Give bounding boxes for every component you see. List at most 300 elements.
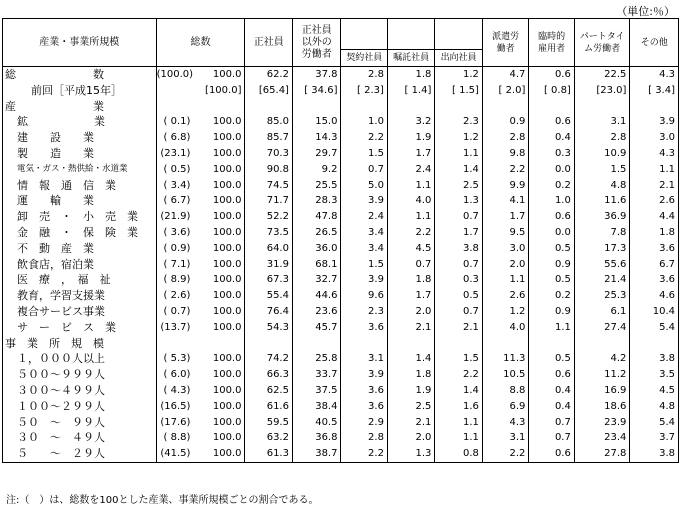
cell-part-time: 27.8 <box>574 446 630 462</box>
cell-non-regular: 26.5 <box>292 225 341 241</box>
cell-secondment: 0.7 <box>435 257 482 273</box>
row-label: 運 輸 業 <box>3 193 157 209</box>
cell-regular: 74.5 <box>245 178 292 194</box>
cell-dispatched: 9.8 <box>482 146 528 162</box>
cell-other: 10.4 <box>630 304 679 320</box>
header-contract: 契約社員 <box>341 50 387 67</box>
row-label: 卸 売 ・ 小 売 業 <box>3 209 157 225</box>
cell-secondment: 1.1 <box>435 415 482 431</box>
cell-total: 100.0 <box>190 241 245 257</box>
cell-total: 100.0 <box>190 257 245 273</box>
row-label: 情 報 通 信 業 <box>3 178 157 194</box>
cell-temporary: 0.7 <box>529 415 574 431</box>
cell-part-time: 22.5 <box>574 67 630 83</box>
cell-non-regular: 36.0 <box>292 241 341 257</box>
cell-temporary: 0.2 <box>529 178 574 194</box>
cell-total: 100.0 <box>190 193 245 209</box>
cell-regular: 70.3 <box>245 146 292 162</box>
cell-part-time: 3.1 <box>574 114 630 130</box>
cell-total: 100.0 <box>190 114 245 130</box>
cell-contract: 3.9 <box>341 193 387 209</box>
cell-non-regular <box>292 99 341 115</box>
cell-shokutaku: 2.0 <box>387 304 434 320</box>
cell-part-time: 18.6 <box>574 399 630 415</box>
cell-temporary: 0.3 <box>529 146 574 162</box>
cell-part-time: 17.3 <box>574 241 630 257</box>
cell-secondment: 2.1 <box>435 320 482 336</box>
cell-shokutaku: 1.8 <box>387 67 434 83</box>
cell-non-regular: 25.8 <box>292 351 341 367</box>
cell-contract: 3.1 <box>341 351 387 367</box>
row-label: ５００～９９９人 <box>3 367 157 383</box>
cell-share <box>156 336 190 352</box>
cell-other: 5.4 <box>630 320 679 336</box>
cell-dispatched: 0.9 <box>482 114 528 130</box>
cell-share: (23.1) <box>156 146 190 162</box>
cell-regular: 55.4 <box>245 288 292 304</box>
cell-dispatched: 8.8 <box>482 383 528 399</box>
row-label: ５ ～ ２９人 <box>3 446 157 462</box>
cell-part-time: 21.4 <box>574 272 630 288</box>
cell-part-time: 4.2 <box>574 351 630 367</box>
cell-other: 3.8 <box>630 351 679 367</box>
cell-secondment: 1.1 <box>435 430 482 446</box>
cell-regular: 73.5 <box>245 225 292 241</box>
cell-share <box>156 83 190 99</box>
cell-secondment: 1.5 <box>435 351 482 367</box>
cell-share: ( 0.9) <box>156 241 190 257</box>
cell-shokutaku: 2.2 <box>387 225 434 241</box>
cell-share: ( 3.6) <box>156 225 190 241</box>
cell-secondment: 0.7 <box>435 304 482 320</box>
row-label: 医 療 ， 福 祉 <box>3 272 157 288</box>
header-dispatched: 派遣労働者 <box>482 19 528 67</box>
cell-other: 3.6 <box>630 241 679 257</box>
cell-total: 100.0 <box>190 415 245 431</box>
cell-contract <box>341 336 387 352</box>
table-row <box>3 430 679 446</box>
cell-temporary: 1.1 <box>529 320 574 336</box>
cell-contract: 1.0 <box>341 114 387 130</box>
row-label: 複合サービス事業 <box>3 304 157 320</box>
cell-part-time: 23.4 <box>574 430 630 446</box>
cell-regular: 74.2 <box>245 351 292 367</box>
cell-temporary: 0.6 <box>529 114 574 130</box>
cell-shokutaku: 1.1 <box>387 178 434 194</box>
cell-dispatched: 4.1 <box>482 193 528 209</box>
cell-regular: 85.7 <box>245 130 292 146</box>
cell-dispatched: 2.2 <box>482 446 528 462</box>
table-row <box>3 146 679 162</box>
cell-temporary: 0.7 <box>529 430 574 446</box>
table-row <box>3 320 679 336</box>
cell-other: 3.0 <box>630 130 679 146</box>
cell-share: (13.7) <box>156 320 190 336</box>
cell-other: 1.1 <box>630 162 679 178</box>
header-temporary: 臨時的雇用者 <box>529 19 574 67</box>
cell-shokutaku: 2.1 <box>387 320 434 336</box>
row-label: 飲食店，宿泊業 <box>3 257 157 273</box>
cell-temporary: 0.0 <box>529 162 574 178</box>
cell-non-regular: 40.5 <box>292 415 341 431</box>
cell-non-regular: 9.2 <box>292 162 341 178</box>
cell-secondment <box>435 336 482 352</box>
cell-total: [100.0] <box>190 83 245 99</box>
cell-other: 3.5 <box>630 367 679 383</box>
cell-non-regular: 38.7 <box>292 446 341 462</box>
cell-dispatched <box>482 336 528 352</box>
cell-part-time: 11.2 <box>574 367 630 383</box>
cell-contract: 2.8 <box>341 67 387 83</box>
table-row <box>3 225 679 241</box>
cell-total: 100.0 <box>190 320 245 336</box>
table-row <box>3 288 679 304</box>
employment-table <box>2 18 679 463</box>
cell-temporary: 0.2 <box>529 288 574 304</box>
cell-non-regular: 47.8 <box>292 209 341 225</box>
cell-regular: 76.4 <box>245 304 292 320</box>
cell-shokutaku: [ 1.4] <box>387 83 434 99</box>
cell-other: 3.9 <box>630 114 679 130</box>
cell-temporary: 0.0 <box>529 225 574 241</box>
cell-secondment: [ 1.5] <box>435 83 482 99</box>
row-label: ５０ ～ ９９人 <box>3 415 157 431</box>
cell-other: 4.6 <box>630 288 679 304</box>
cell-other <box>630 99 679 115</box>
cell-dispatched: 4.7 <box>482 67 528 83</box>
row-label: 事 業 所 規 模 <box>3 336 157 352</box>
cell-temporary: 0.4 <box>529 383 574 399</box>
cell-temporary: 0.6 <box>529 446 574 462</box>
cell-shokutaku <box>387 99 434 115</box>
footnote: 注:（ ）は、総数を100とした産業、事業所規模ごとの割合である。 <box>6 495 319 506</box>
cell-temporary: 0.5 <box>529 241 574 257</box>
cell-contract: 2.2 <box>341 130 387 146</box>
cell-part-time: 1.5 <box>574 162 630 178</box>
cell-contract: 2.4 <box>341 209 387 225</box>
cell-total: 100.0 <box>190 146 245 162</box>
cell-share: ( 0.7) <box>156 304 190 320</box>
cell-dispatched: 1.1 <box>482 272 528 288</box>
cell-total <box>190 99 245 115</box>
cell-total: 100.0 <box>190 67 245 83</box>
row-label: 総 数 <box>3 67 157 83</box>
cell-part-time: 55.6 <box>574 257 630 273</box>
header-other: その他 <box>630 19 679 67</box>
cell-regular: 63.2 <box>245 430 292 446</box>
cell-contract <box>341 99 387 115</box>
cell-non-regular <box>292 336 341 352</box>
cell-secondment: 2.5 <box>435 178 482 194</box>
cell-other: 4.4 <box>630 209 679 225</box>
cell-total: 100.0 <box>190 272 245 288</box>
cell-total: 100.0 <box>190 430 245 446</box>
cell-other: 3.6 <box>630 272 679 288</box>
cell-share: ( 8.8) <box>156 430 190 446</box>
cell-non-regular: 45.7 <box>292 320 341 336</box>
cell-shokutaku: 2.0 <box>387 430 434 446</box>
cell-contract: 3.9 <box>341 367 387 383</box>
cell-secondment: 1.4 <box>435 383 482 399</box>
cell-non-regular: 15.0 <box>292 114 341 130</box>
cell-secondment: 1.6 <box>435 399 482 415</box>
cell-contract: 5.0 <box>341 178 387 194</box>
cell-shokutaku: 2.4 <box>387 162 434 178</box>
cell-shokutaku: 1.8 <box>387 272 434 288</box>
cell-non-regular: 32.7 <box>292 272 341 288</box>
cell-secondment: 0.7 <box>435 209 482 225</box>
row-label: 電気・ガス・熱供給・水道業 <box>3 162 157 178</box>
cell-dispatched: 10.5 <box>482 367 528 383</box>
table-row <box>3 99 679 115</box>
cell-non-regular: 37.8 <box>292 67 341 83</box>
cell-share <box>156 99 190 115</box>
cell-regular: 64.0 <box>245 241 292 257</box>
cell-regular: 66.3 <box>245 367 292 383</box>
cell-regular: 71.7 <box>245 193 292 209</box>
cell-share: ( 6.8) <box>156 130 190 146</box>
cell-contract: 3.4 <box>341 225 387 241</box>
cell-regular <box>245 99 292 115</box>
cell-regular: 62.2 <box>245 67 292 83</box>
cell-share: ( 5.3) <box>156 351 190 367</box>
cell-regular: 85.0 <box>245 114 292 130</box>
cell-dispatched: 6.9 <box>482 399 528 415</box>
table-row <box>3 209 679 225</box>
table-row <box>3 351 679 367</box>
cell-total: 100.0 <box>190 446 245 462</box>
cell-part-time: 16.9 <box>574 383 630 399</box>
cell-share: ( 0.1) <box>156 114 190 130</box>
cell-non-regular: 44.6 <box>292 288 341 304</box>
cell-dispatched: 1.7 <box>482 209 528 225</box>
cell-part-time: 27.4 <box>574 320 630 336</box>
cell-contract: [ 2.3] <box>341 83 387 99</box>
cell-other: 4.5 <box>630 383 679 399</box>
table-row <box>3 114 679 130</box>
cell-total: 100.0 <box>190 130 245 146</box>
row-label: １００～２９９人 <box>3 399 157 415</box>
cell-shokutaku: 2.1 <box>387 415 434 431</box>
cell-other: 4.8 <box>630 399 679 415</box>
header-part-time: パートタイム労働者 <box>574 19 630 67</box>
header-secondment: 出向社員 <box>435 50 482 67</box>
cell-non-regular: 25.5 <box>292 178 341 194</box>
cell-dispatched: 11.3 <box>482 351 528 367</box>
cell-share: ( 3.4) <box>156 178 190 194</box>
cell-shokutaku: 1.8 <box>387 367 434 383</box>
cell-regular: 62.5 <box>245 383 292 399</box>
table-row <box>3 399 679 415</box>
table-row <box>3 83 679 99</box>
cell-regular: 59.5 <box>245 415 292 431</box>
cell-contract: 2.9 <box>341 415 387 431</box>
table-row <box>3 193 679 209</box>
cell-share: (100.0) <box>156 67 190 83</box>
cell-part-time: 23.9 <box>574 415 630 431</box>
cell-non-regular: 38.4 <box>292 399 341 415</box>
cell-secondment: 0.3 <box>435 272 482 288</box>
cell-total: 100.0 <box>190 178 245 194</box>
cell-secondment: 1.1 <box>435 146 482 162</box>
cell-secondment: 0.5 <box>435 288 482 304</box>
cell-total: 100.0 <box>190 399 245 415</box>
cell-contract: 3.9 <box>341 272 387 288</box>
cell-share: ( 6.7) <box>156 193 190 209</box>
cell-share: ( 8.9) <box>156 272 190 288</box>
cell-contract: 2.2 <box>341 446 387 462</box>
cell-contract: 3.6 <box>341 383 387 399</box>
cell-temporary: 1.0 <box>529 193 574 209</box>
cell-temporary: 0.4 <box>529 399 574 415</box>
row-label: 産 業 <box>3 99 157 115</box>
cell-regular: 61.6 <box>245 399 292 415</box>
cell-part-time <box>574 99 630 115</box>
cell-shokutaku: 1.9 <box>387 130 434 146</box>
cell-regular: 90.8 <box>245 162 292 178</box>
cell-regular: [65.4] <box>245 83 292 99</box>
cell-secondment: 0.8 <box>435 446 482 462</box>
cell-share: ( 7.1) <box>156 257 190 273</box>
cell-share: (16.5) <box>156 399 190 415</box>
table-row <box>3 162 679 178</box>
cell-other: 1.8 <box>630 225 679 241</box>
cell-secondment: 1.4 <box>435 162 482 178</box>
cell-secondment: 2.2 <box>435 367 482 383</box>
cell-dispatched: 4.0 <box>482 320 528 336</box>
cell-dispatched: 3.0 <box>482 241 528 257</box>
cell-share: (41.5) <box>156 446 190 462</box>
cell-regular: 52.2 <box>245 209 292 225</box>
cell-shokutaku: 4.0 <box>387 193 434 209</box>
cell-dispatched: 2.2 <box>482 162 528 178</box>
cell-part-time: 4.8 <box>574 178 630 194</box>
cell-total: 100.0 <box>190 367 245 383</box>
cell-non-regular: [ 34.6] <box>292 83 341 99</box>
cell-other: [ 3.4] <box>630 83 679 99</box>
row-label: 金 融 ・ 保 険 業 <box>3 225 157 241</box>
cell-non-regular: 33.7 <box>292 367 341 383</box>
cell-contract: 2.3 <box>341 304 387 320</box>
cell-other: 4.3 <box>630 146 679 162</box>
table-row <box>3 178 679 194</box>
row-label: 前回［平成15年］ <box>3 83 157 99</box>
table-row <box>3 272 679 288</box>
cell-temporary: 0.6 <box>529 209 574 225</box>
table-row <box>3 336 679 352</box>
cell-part-time: [23.0] <box>574 83 630 99</box>
cell-contract: 2.8 <box>341 430 387 446</box>
table-row <box>3 257 679 273</box>
cell-dispatched: 2.8 <box>482 130 528 146</box>
cell-part-time: 25.3 <box>574 288 630 304</box>
cell-shokutaku: 0.7 <box>387 257 434 273</box>
table-row <box>3 130 679 146</box>
table-row <box>3 446 679 462</box>
cell-total: 100.0 <box>190 383 245 399</box>
table-row <box>3 67 679 83</box>
cell-total <box>190 336 245 352</box>
cell-share: ( 6.0) <box>156 367 190 383</box>
cell-regular: 61.3 <box>245 446 292 462</box>
cell-total: 100.0 <box>190 162 245 178</box>
cell-share: (17.6) <box>156 415 190 431</box>
row-label: 建 設 業 <box>3 130 157 146</box>
cell-dispatched: 2.6 <box>482 288 528 304</box>
cell-total: 100.0 <box>190 209 245 225</box>
cell-contract: 3.6 <box>341 320 387 336</box>
cell-contract: 1.5 <box>341 257 387 273</box>
cell-other: 3.8 <box>630 446 679 462</box>
cell-shokutaku: 2.5 <box>387 399 434 415</box>
cell-other: 6.7 <box>630 257 679 273</box>
cell-dispatched <box>482 99 528 115</box>
cell-temporary: 0.4 <box>529 130 574 146</box>
cell-shokutaku: 1.3 <box>387 446 434 462</box>
cell-part-time: 11.6 <box>574 193 630 209</box>
cell-regular <box>245 336 292 352</box>
cell-shokutaku: 4.5 <box>387 241 434 257</box>
cell-share: ( 4.3) <box>156 383 190 399</box>
cell-share: ( 2.6) <box>156 288 190 304</box>
cell-other: 4.3 <box>630 67 679 83</box>
table-row <box>3 241 679 257</box>
cell-contract: 3.4 <box>341 241 387 257</box>
cell-shokutaku <box>387 336 434 352</box>
cell-dispatched: 2.0 <box>482 257 528 273</box>
cell-other <box>630 336 679 352</box>
cell-contract: 9.6 <box>341 288 387 304</box>
cell-contract: 3.6 <box>341 399 387 415</box>
cell-other: 2.6 <box>630 193 679 209</box>
header-regular: 正社員 <box>245 19 292 67</box>
cell-non-regular: 29.7 <box>292 146 341 162</box>
cell-secondment: 3.8 <box>435 241 482 257</box>
cell-dispatched: 1.2 <box>482 304 528 320</box>
row-label: 不 動 産 業 <box>3 241 157 257</box>
cell-secondment: 1.2 <box>435 130 482 146</box>
cell-total: 100.0 <box>190 351 245 367</box>
cell-non-regular: 23.6 <box>292 304 341 320</box>
cell-dispatched: [ 2.0] <box>482 83 528 99</box>
row-label: １，０００人以上 <box>3 351 157 367</box>
cell-part-time: 6.1 <box>574 304 630 320</box>
row-label: サ ー ビ ス 業 <box>3 320 157 336</box>
row-label: ３００～４９９人 <box>3 383 157 399</box>
cell-secondment: 1.7 <box>435 225 482 241</box>
cell-secondment <box>435 99 482 115</box>
table-row <box>3 304 679 320</box>
cell-non-regular: 14.3 <box>292 130 341 146</box>
row-label: 教育，学習支援業 <box>3 288 157 304</box>
header-total: 総数 <box>156 19 245 67</box>
cell-shokutaku: 1.1 <box>387 209 434 225</box>
cell-non-regular: 37.5 <box>292 383 341 399</box>
header-category: 産業・事業所規模 <box>3 19 157 67</box>
cell-part-time: 7.8 <box>574 225 630 241</box>
cell-shokutaku: 3.2 <box>387 114 434 130</box>
cell-part-time: 10.9 <box>574 146 630 162</box>
cell-temporary <box>529 99 574 115</box>
cell-non-regular: 28.3 <box>292 193 341 209</box>
cell-shokutaku: 1.4 <box>387 351 434 367</box>
cell-shokutaku: 1.7 <box>387 288 434 304</box>
cell-share: ( 0.5) <box>156 162 190 178</box>
cell-dispatched: 9.5 <box>482 225 528 241</box>
cell-other: 2.1 <box>630 178 679 194</box>
cell-secondment: 1.3 <box>435 193 482 209</box>
cell-contract: 1.5 <box>341 146 387 162</box>
